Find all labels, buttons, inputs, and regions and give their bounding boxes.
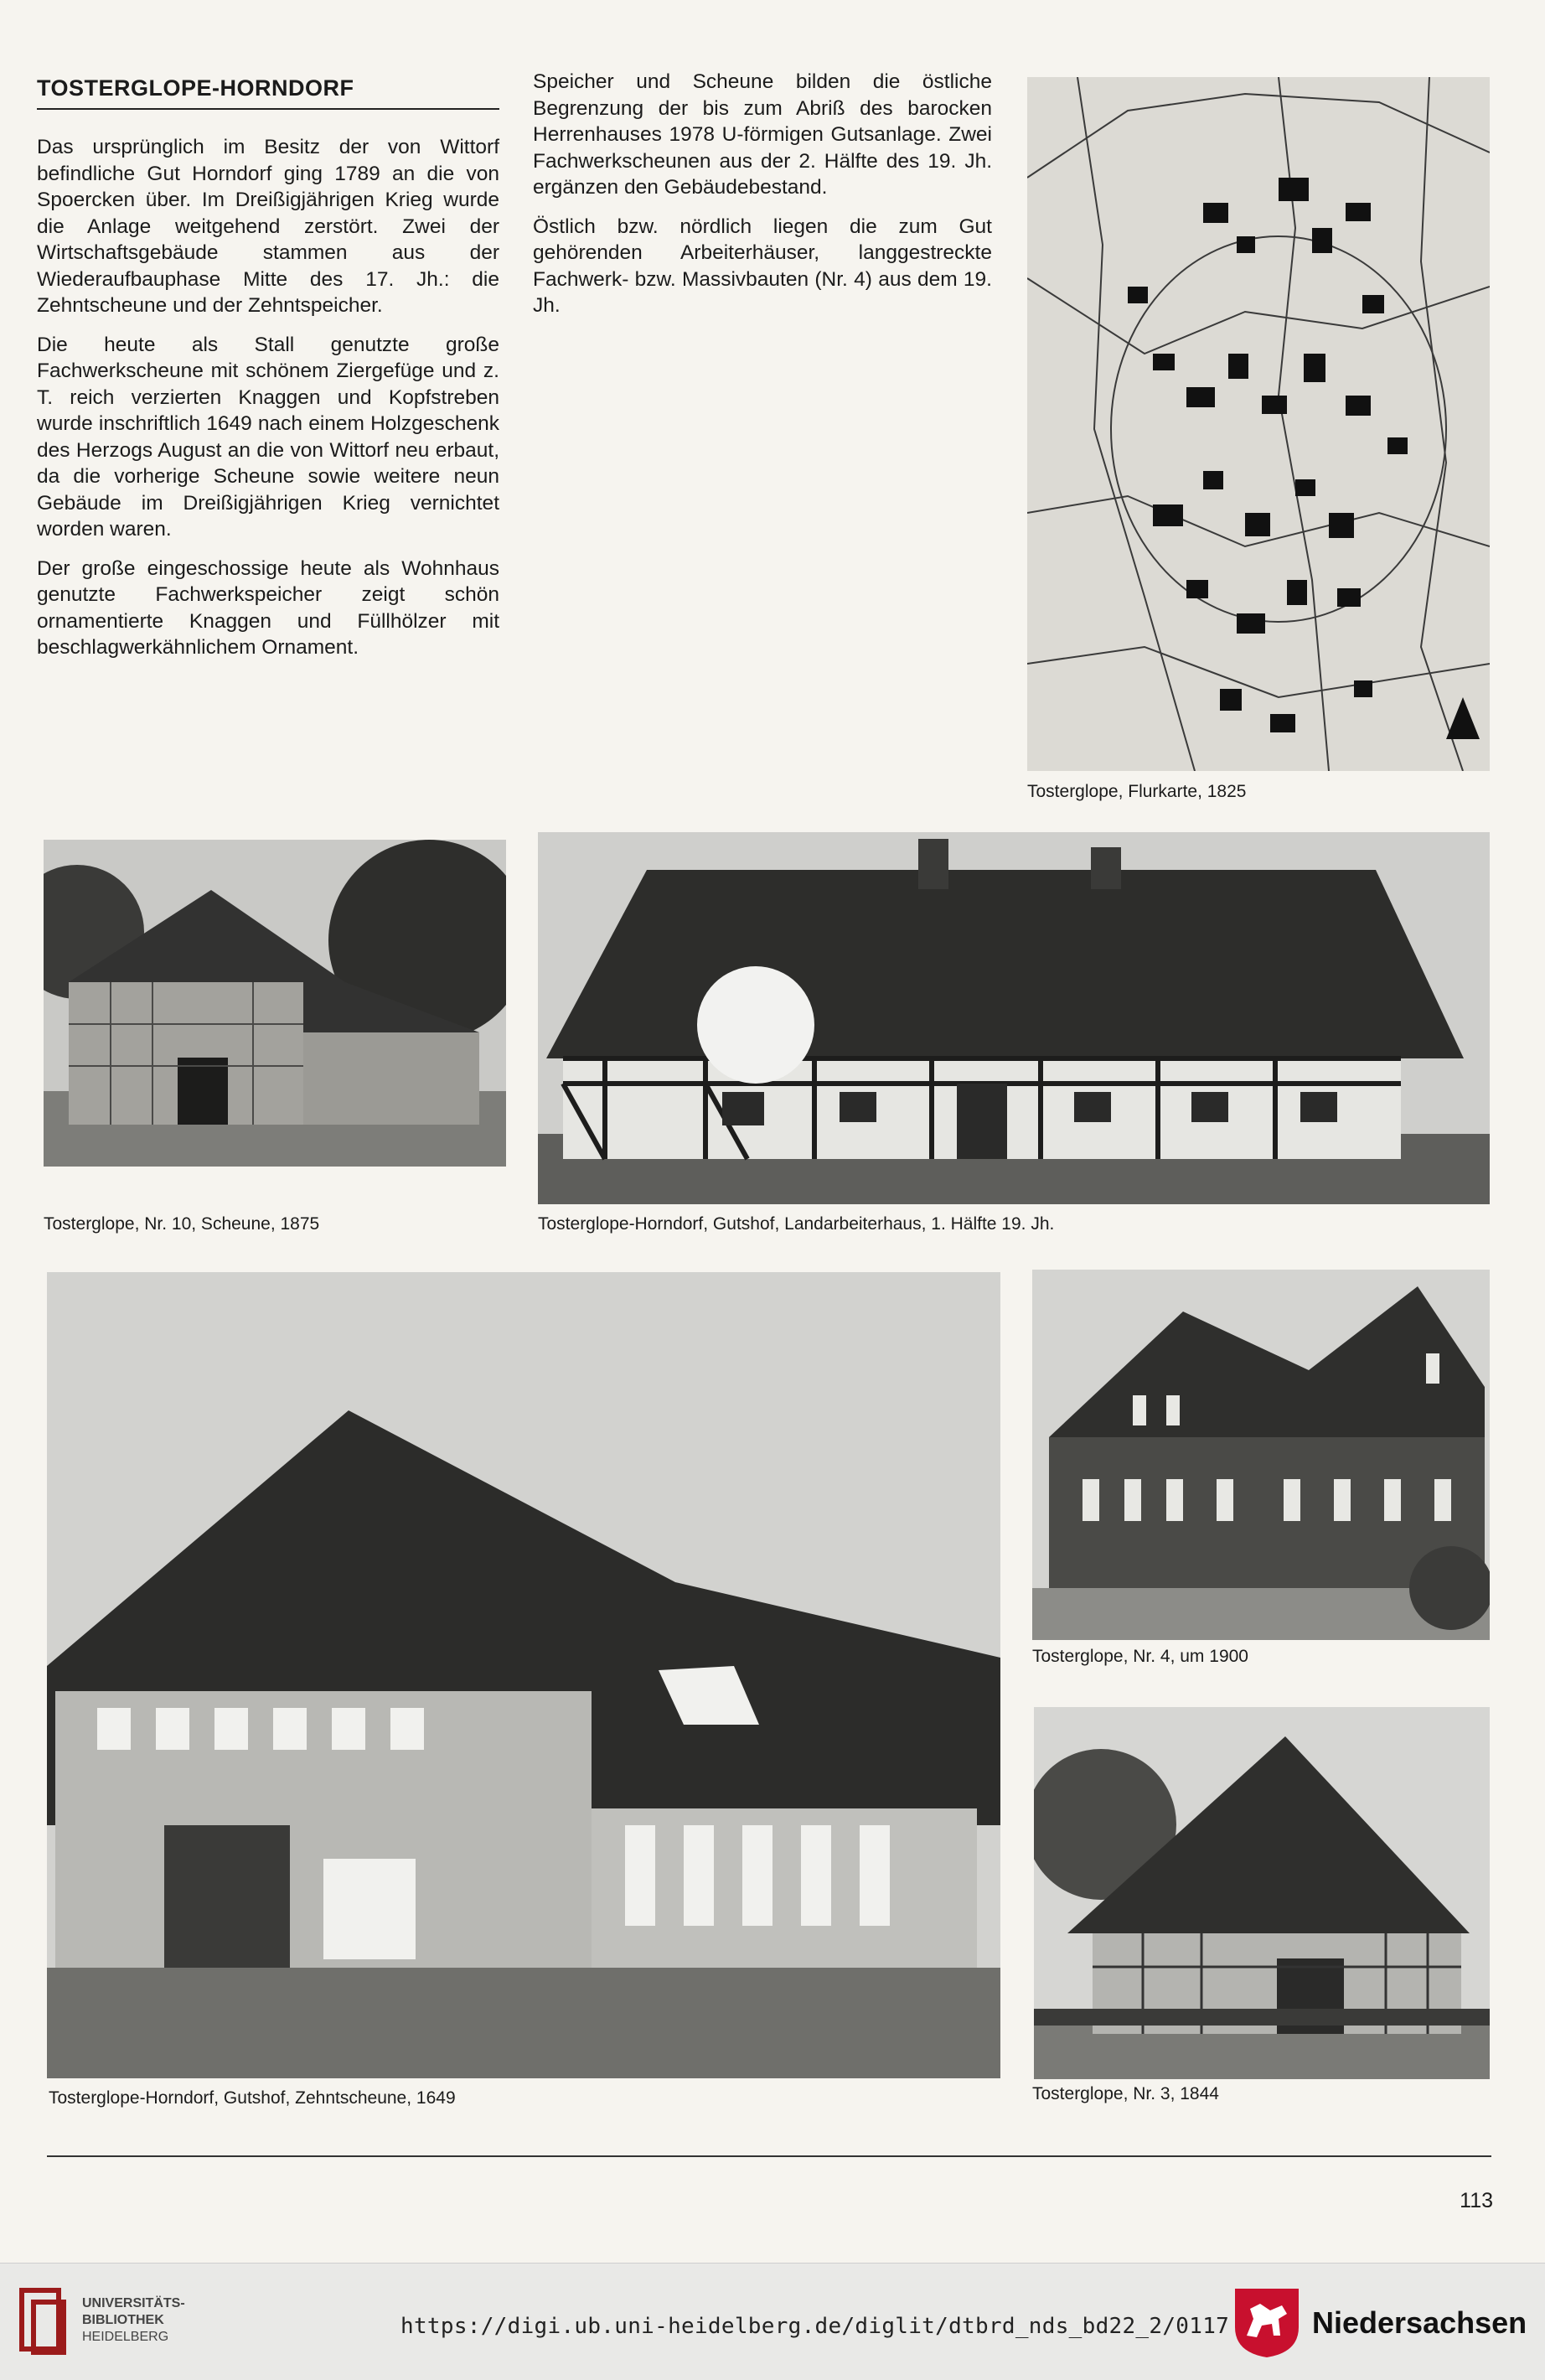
text-column-middle bbox=[533, 69, 992, 332]
section-heading: TOSTERGLOPE-HORNDORF bbox=[37, 75, 499, 110]
document-url-link[interactable]: https://digi.ub.uni-heidelberg.de/diglit/dtbrd_nds_bd22_2/0117 bbox=[400, 2314, 1230, 2339]
photo-nr3 bbox=[1034, 1707, 1490, 2079]
caption-scheune: Tosterglope, Nr. 10, Scheune, 1875 bbox=[44, 1214, 320, 1234]
library-line1: UNIVERSITÄTS- bbox=[82, 2296, 185, 2310]
university-library-name bbox=[82, 2295, 185, 2346]
caption-zehntscheune: Tosterglope-Horndorf, Gutshof, Zehntscheune, 1649 bbox=[49, 2088, 456, 2108]
paragraph: Die heute als Stall genutzte große Fachwerkscheune mit schönem Ziergefüge und z. T. reich verzierten Knaggen und Kopfstreben wurde inschriftlich 1649 nach einem Holzgeschenk des Herzogs August an die von Wittorf neu erbaut, da die vorherige Scheune sowie weitere neun Gebäude im Dreißigjährigen Krieg vernichtet worden waren. bbox=[37, 333, 499, 541]
map-image-flurkarte bbox=[1027, 77, 1490, 771]
caption-nr4: Tosterglope, Nr. 4, um 1900 bbox=[1032, 1647, 1248, 1666]
library-line2: BIBLIOTHEK bbox=[82, 2313, 164, 2327]
university-library-logo-icon[interactable] bbox=[18, 2282, 70, 2359]
paragraph: Speicher und Scheune bilden die östliche Begrenzung der bis zum Abriß des barocken Herrenhauses 1978 U-förmigen Gutsanlage. Zwei Fachwerkscheunen aus der 2. Hälfte des 19. Jh. ergänzen den Gebäudebestand. bbox=[533, 70, 992, 199]
viewer-footer bbox=[0, 2263, 1545, 2380]
photo-zehntscheune bbox=[47, 1272, 1000, 2078]
photo-nr4 bbox=[1032, 1270, 1490, 1640]
caption-nr3: Tosterglope, Nr. 3, 1844 bbox=[1032, 2084, 1219, 2103]
paragraph: Das ursprünglich im Besitz der von Wittorf befindliche Gut Horndorf ging 1789 an die von Spoercken über. Im Dreißigjährigen Krieg wurde die Anlage weitgehend zerstört. Zwei der Wirtschaftsgebäude stammen aus der Wiederaufbauphase Mitte des 17. Jh.: die Zehntscheune und der Zehntspeicher. bbox=[37, 136, 499, 317]
text-column-left bbox=[37, 134, 499, 674]
library-line3: HEIDELBERG bbox=[82, 2330, 169, 2344]
photo-landarbeiterhaus bbox=[538, 832, 1490, 1204]
caption-map: Tosterglope, Flurkarte, 1825 bbox=[1027, 782, 1247, 801]
caption-landarbeiterhaus: Tosterglope-Horndorf, Gutshof, Landarbeiterhaus, 1. Hälfte 19. Jh. bbox=[538, 1214, 1055, 1234]
paragraph: Der große eingeschossige heute als Wohnhaus genutzte Fachwerkspeicher zeigt schön ornamentierte Knaggen und Füllhölzer mit beschlagwerkähnlichem Ornament. bbox=[37, 556, 499, 659]
footer-rule bbox=[47, 2155, 1491, 2157]
paragraph: Östlich bzw. nördlich liegen die zum Gut gehörenden Arbeiterhäuser, langgestreckte Fachwerk- bzw. Massivbauten (Nr. 4) aus dem 19. Jh. bbox=[533, 215, 992, 317]
niedersachsen-horse-icon bbox=[1232, 2285, 1302, 2359]
page-number: 113 bbox=[1460, 2189, 1493, 2212]
niedersachsen-label: Niedersachsen bbox=[1312, 2305, 1527, 2340]
photo-scheune-nr10 bbox=[44, 840, 506, 1167]
